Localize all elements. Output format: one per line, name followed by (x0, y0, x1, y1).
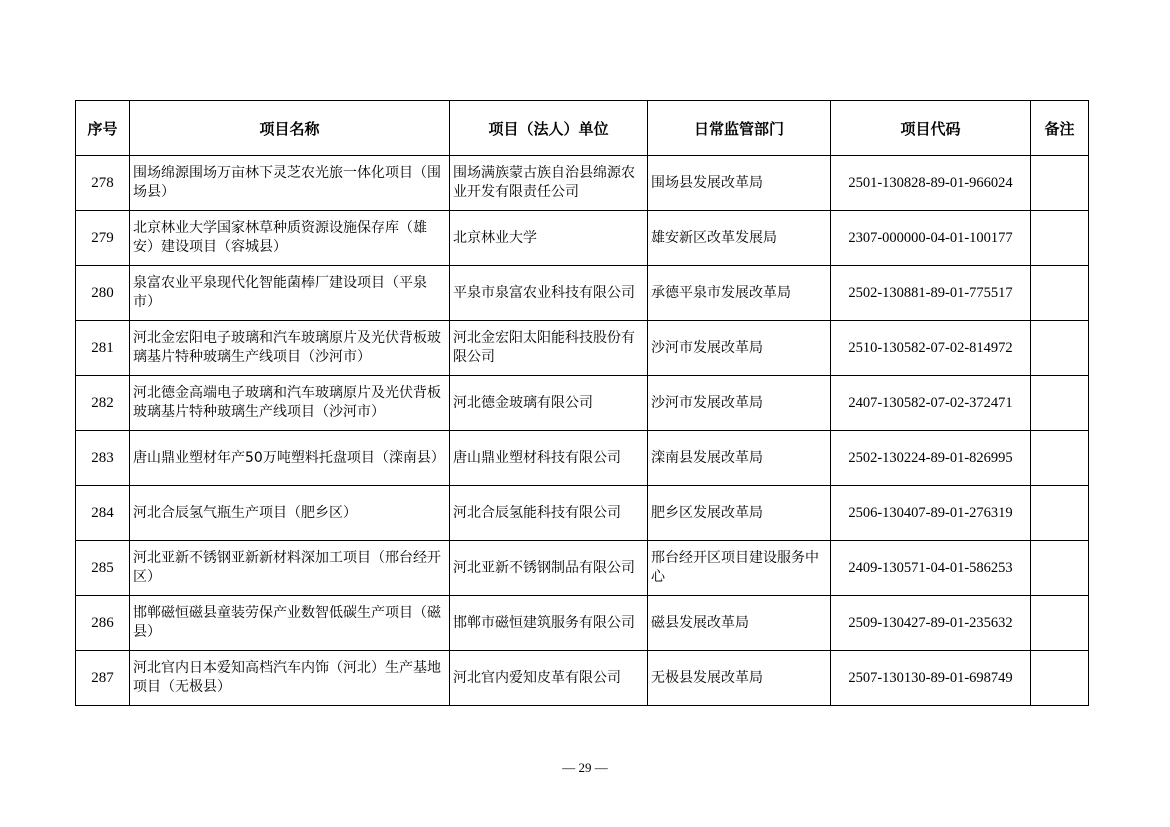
cell-project-code: 2502-130881-89-01-775517 (831, 266, 1031, 321)
cell-project-name: 泉富农业平泉现代化智能菌棒厂建设项目（平泉市） (130, 266, 450, 321)
cell-project-code: 2407-130582-07-02-372471 (831, 376, 1031, 431)
cell-note (1031, 266, 1089, 321)
cell-legal-unit: 邯郸市磁恒建筑服务有限公司 (450, 596, 648, 651)
table-row (76, 266, 1089, 321)
cell-no: 285 (76, 541, 130, 596)
header-supervision-dept: 日常监管部门 (648, 101, 831, 156)
table-body (76, 156, 1089, 706)
page-number: — 29 — (562, 760, 608, 775)
cell-no: 284 (76, 486, 130, 541)
cell-supervision-dept: 承德平泉市发展改革局 (648, 266, 831, 321)
cell-no: 286 (76, 596, 130, 651)
table-row (76, 376, 1089, 431)
cell-no: 280 (76, 266, 130, 321)
cell-legal-unit: 平泉市泉富农业科技有限公司 (450, 266, 648, 321)
cell-project-code: 2509-130427-89-01-235632 (831, 596, 1031, 651)
cell-project-code: 2502-130224-89-01-826995 (831, 431, 1031, 486)
cell-supervision-dept: 肥乡区发展改革局 (648, 486, 831, 541)
header-project-code: 项目代码 (831, 101, 1031, 156)
cell-note (1031, 321, 1089, 376)
cell-note (1031, 211, 1089, 266)
cell-project-code: 2507-130130-89-01-698749 (831, 651, 1031, 706)
cell-supervision-dept: 沙河市发展改革局 (648, 376, 831, 431)
cell-legal-unit: 围场满族蒙古族自治县绵源农业开发有限责任公司 (450, 156, 648, 211)
table-row (76, 541, 1089, 596)
cell-no: 287 (76, 651, 130, 706)
header-no: 序号 (76, 101, 130, 156)
cell-note (1031, 156, 1089, 211)
cell-supervision-dept: 滦南县发展改革局 (648, 431, 831, 486)
cell-project-name: 河北金宏阳电子玻璃和汽车玻璃原片及光伏背板玻璃基片特种玻璃生产线项目（沙河市） (130, 321, 450, 376)
cell-project-name: 河北德金高端电子玻璃和汽车玻璃原片及光伏背板玻璃基片特种玻璃生产线项目（沙河市） (130, 376, 450, 431)
table-row (76, 486, 1089, 541)
cell-project-name: 河北官内日本爱知高档汽车内饰（河北）生产基地项目（无极县） (130, 651, 450, 706)
cell-project-code: 2501-130828-89-01-966024 (831, 156, 1031, 211)
table-row (76, 321, 1089, 376)
cell-project-name: 邯郸磁恒磁县童装劳保产业数智低碳生产项目（磁县） (130, 596, 450, 651)
cell-no: 279 (76, 211, 130, 266)
table-row (76, 156, 1089, 211)
cell-note (1031, 431, 1089, 486)
table-row (76, 211, 1089, 266)
cell-supervision-dept: 围场县发展改革局 (648, 156, 831, 211)
header-legal-unit: 项目（法人）单位 (450, 101, 648, 156)
cell-project-name: 唐山鼎业塑材年产50万吨塑料托盘项目（滦南县） (130, 431, 450, 486)
table-header-row (76, 101, 1089, 156)
cell-no: 278 (76, 156, 130, 211)
cell-legal-unit: 河北合辰氢能科技有限公司 (450, 486, 648, 541)
cell-note (1031, 651, 1089, 706)
cell-no: 282 (76, 376, 130, 431)
cell-legal-unit: 北京林业大学 (450, 211, 648, 266)
cell-project-name: 河北合辰氢气瓶生产项目（肥乡区） (130, 486, 450, 541)
cell-no: 281 (76, 321, 130, 376)
project-table (75, 100, 1089, 706)
cell-no: 283 (76, 431, 130, 486)
cell-note (1031, 376, 1089, 431)
cell-supervision-dept: 邢台经开区项目建设服务中心 (648, 541, 831, 596)
cell-project-name: 河北亚新不锈钢亚新新材料深加工项目（邢台经开区） (130, 541, 450, 596)
cell-note (1031, 541, 1089, 596)
header-note: 备注 (1031, 101, 1089, 156)
cell-project-name: 北京林业大学国家林草种质资源设施保存库（雄安）建设项目（容城县） (130, 211, 450, 266)
table-row (76, 431, 1089, 486)
cell-supervision-dept: 磁县发展改革局 (648, 596, 831, 651)
cell-legal-unit: 河北德金玻璃有限公司 (450, 376, 648, 431)
cell-project-code: 2409-130571-04-01-586253 (831, 541, 1031, 596)
cell-legal-unit: 河北官内爱知皮革有限公司 (450, 651, 648, 706)
table-row (76, 651, 1089, 706)
cell-supervision-dept: 沙河市发展改革局 (648, 321, 831, 376)
cell-project-code: 2510-130582-07-02-814972 (831, 321, 1031, 376)
cell-note (1031, 486, 1089, 541)
table-row (76, 596, 1089, 651)
cell-legal-unit: 唐山鼎业塑材科技有限公司 (450, 431, 648, 486)
cell-legal-unit: 河北金宏阳太阳能科技股份有限公司 (450, 321, 648, 376)
cell-legal-unit: 河北亚新不锈钢制品有限公司 (450, 541, 648, 596)
header-project-name: 项目名称 (130, 101, 450, 156)
cell-project-code: 2506-130407-89-01-276319 (831, 486, 1031, 541)
cell-project-code: 2307-000000-04-01-100177 (831, 211, 1031, 266)
cell-project-name: 围场绵源围场万亩林下灵芝农光旅一体化项目（围场县） (130, 156, 450, 211)
cell-supervision-dept: 雄安新区改革发展局 (648, 211, 831, 266)
cell-note (1031, 596, 1089, 651)
cell-supervision-dept: 无极县发展改革局 (648, 651, 831, 706)
